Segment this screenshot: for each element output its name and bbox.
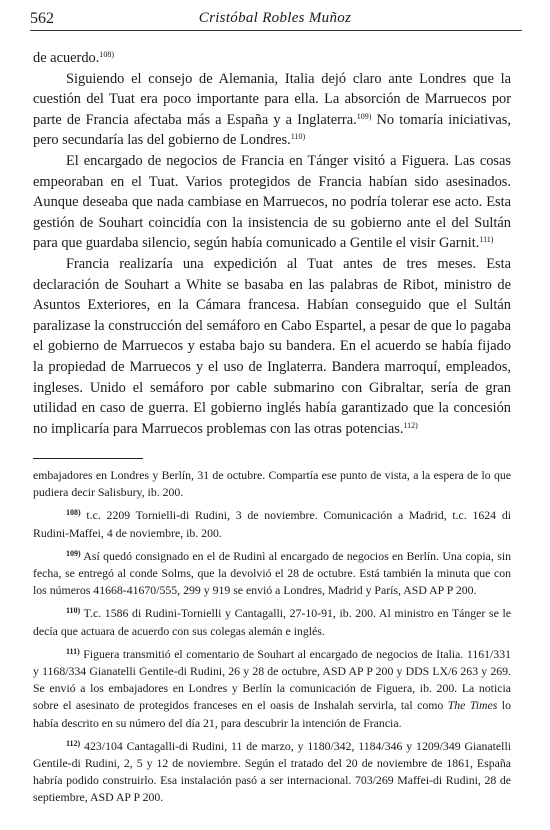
footnote-110 xyxy=(33,605,511,639)
footnote-mark: 109) xyxy=(66,548,81,558)
paragraph-text: de acuerdo. xyxy=(33,50,100,66)
paragraph-text: El encargado de negocios de Francia en Tánger visitó a Figuera. Las cosas empeoraban en el Tuat. Varios protegidos de Francia habían sido asesinados. Aunque deseaba que nada cambiase en Marruecos, no podría tolerar ese acto. Esta gestión de Souhart coincidía con la insistencia de su gobierno ante el del Sultán para que guardaba silencio, según había comunicado a Gentile el visir Garnit. xyxy=(33,152,511,252)
footnote-mark: 111) xyxy=(66,646,80,656)
note-ref-108: 108) xyxy=(99,50,114,59)
running-title: Cristóbal Robles Muñoz xyxy=(198,10,352,26)
footnote-mark: 108) xyxy=(66,508,81,518)
footnote-mark: 112) xyxy=(66,738,81,748)
footnote-carryover: embajadores en Londres y Berlín, 31 de octubre. Compartía ese punto de vista, a la espera de lo que pudiera decir Salisbury, ib. 200. xyxy=(33,468,511,500)
footnote-111 xyxy=(33,646,511,732)
header-rule xyxy=(30,30,522,31)
paragraph-3 xyxy=(33,151,511,254)
paragraph-2 xyxy=(33,69,511,151)
footnote-text: Así quedó consignado en el de Rudinì al encargado de negocios en Berlín. Una copia, sin fecha, se entregó al conde Solms, que la devolvió el 28 de octubre. Está también la minuta que con los números 41668-41670/555, 299 y 919 se envió a Londres, Madrid y París, ASD AP P 200. xyxy=(33,548,511,598)
main-text xyxy=(33,48,511,439)
footnote-text: 423/104 Cantagalli-di Rudini, 11 de marzo, y 1180/342, 1184/346 y 1209/349 Gianatelli Gentile-di Rudini, 2, 5 y 12 de noviembre. Según el tratado del 20 de noviembre de 1861, España habría podido construirlo. Esa instalación pasó a ser internacional. 703/269 Maffei-di Rudini, 28 de septiembre, ASD AP P 200. xyxy=(33,738,511,805)
footnote-text: lo había descrito en su número del día 21, para descubrir la intención de Francia. xyxy=(33,698,511,730)
footnote-text: T.c. 1586 di Rudini-Tornielli y Cantagalli, 27-10-91, ib. 200. Al ministro en Tánger se le decía que actuara de acuerdo con sus colegas alemán e inglés. xyxy=(33,606,511,638)
paragraph-text: Francia realizaría una expedición al Tuat antes de tres meses. Esta declaración de Souhart a White se basaba en las palabras de Ribot, ministro de Asuntos Exteriores, en la Cámara francesa. Habían conseguido que el Sultán paralizase la construcción del semáforo en Cabo Espartel, a pesar de que lo pagaba el gobierno de Marruecos y estaba bajo su bandera. En el acuerdo se había fijado la propiedad de Marruecos y el uso de Inglaterra. Bandera marroquí, empleados, ingleses. Unido el semáforo por cable submarino con Gibraltar, sería de gran utilidad en caso de guerra. El gobierno inglés había garantizado que la concesión no implicaría para Marruecos problemas con las otras potencias. xyxy=(33,255,511,437)
note-ref-111: 111) xyxy=(479,235,494,245)
paragraph-text: Siguiendo el consejo de Alemania, Italia dejó claro ante Londres que la cuestión del Tuat era poco importante para ella. La absorción de Marruecos por parte de Francia afectaba más a España y a Inglaterra. xyxy=(33,70,511,128)
running-header xyxy=(30,10,520,32)
footnotes xyxy=(33,467,511,813)
paragraph-4 xyxy=(33,254,511,439)
newspaper-title: The Times xyxy=(447,698,498,713)
note-ref-109: 109) xyxy=(356,111,372,121)
note-ref-110: 110) xyxy=(290,132,306,142)
footnote-text: t.c. 2209 Tornielli-di Rudini, 3 de noviembre. Comunicación a Madrid, t.c. 1624 di Rudini-Maffei, 4 de noviembre, ib. 200. xyxy=(33,508,511,540)
page-number: 562 xyxy=(30,10,54,27)
footnote-109 xyxy=(33,548,511,600)
footnote-108 xyxy=(33,507,511,541)
footnote-112 xyxy=(33,738,511,807)
footnote-text: Figuera transmitió el comentario de Souhart al encargado de negocios de Italia. 1161/331 y 1168/334 Gianatelli Gentile-di Rudini, 26 y 28 de octubre, ASD AP P 200 y DDS LX/6 263 y 269. Se envió a los embajadores en Londres y Berlín la comunicación de Figuera, ib. 200. La noticia sobre el asesinato de protegidos franceses en el oasis de Inshalah servirla, tal como xyxy=(33,646,511,713)
footnote-mark: 110) xyxy=(66,606,81,616)
paragraph-text: No tomaría iniciativas, pero secundaría las del gobierno de Londres. xyxy=(33,111,512,149)
note-ref-112: 112) xyxy=(403,420,418,430)
paragraph-1 xyxy=(33,48,511,69)
footnote-rule xyxy=(33,458,143,459)
